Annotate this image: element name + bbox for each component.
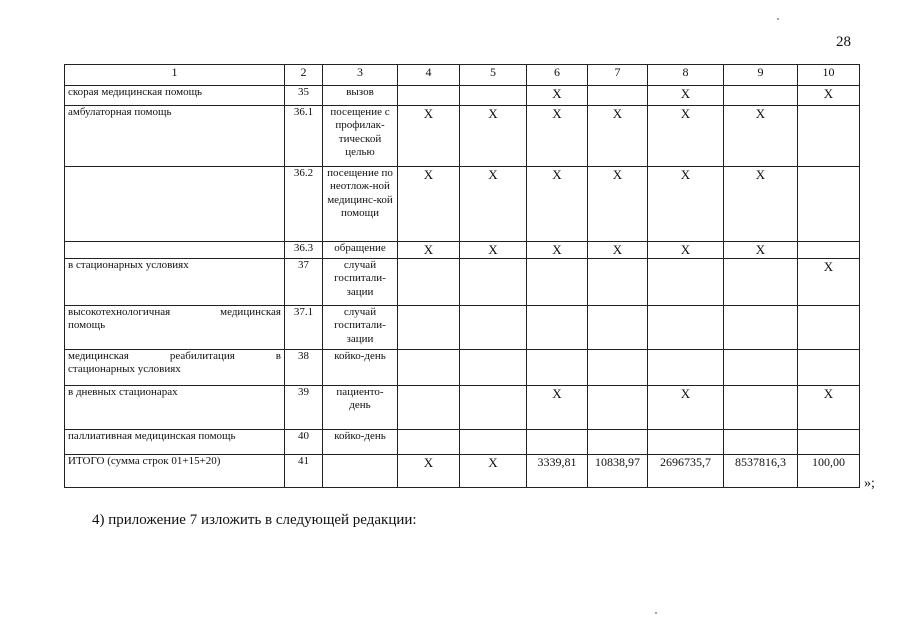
- cell-col8: [648, 306, 724, 350]
- row-code: 35: [285, 86, 323, 106]
- cell-col4: X: [398, 455, 460, 488]
- table-row: [65, 455, 860, 488]
- scan-speck: [655, 612, 657, 614]
- header-cell: 6: [527, 65, 588, 86]
- cell-col7: [588, 386, 648, 430]
- cell-col4: X: [398, 242, 460, 259]
- header-cell: 5: [460, 65, 527, 86]
- header-cell: 2: [285, 65, 323, 86]
- row-label-line: медицинская реабилитация в: [68, 350, 281, 362]
- cell-col8: [648, 350, 724, 386]
- row-unit: пациенто-день: [323, 386, 398, 430]
- row-label-line: высокотехнологичная медицинская: [68, 306, 281, 318]
- cell-col5: [460, 430, 527, 455]
- row-code: 37.1: [285, 306, 323, 350]
- row-label: [65, 242, 285, 259]
- cell-col6: 3339,81: [527, 455, 588, 488]
- cell-col8: X: [648, 86, 724, 106]
- table-row: [65, 430, 860, 455]
- row-unit: случай госпитали-зации: [323, 259, 398, 306]
- row-code: 37: [285, 259, 323, 306]
- cell-col4: [398, 306, 460, 350]
- cell-col8: [648, 259, 724, 306]
- row-code: 38: [285, 350, 323, 386]
- cell-col6: X: [527, 242, 588, 259]
- row-unit: обращение: [323, 242, 398, 259]
- header-cell: 1: [65, 65, 285, 86]
- row-label: паллиативная медицинская помощь: [65, 430, 285, 455]
- cell-col7: [588, 350, 648, 386]
- row-code: 40: [285, 430, 323, 455]
- cell-col6: [527, 259, 588, 306]
- cell-col7: [588, 86, 648, 106]
- row-code: 36.1: [285, 106, 323, 167]
- row-label: ИТОГО (сумма строк 01+15+20): [65, 455, 285, 488]
- cell-col6: X: [527, 106, 588, 167]
- cell-col10: X: [798, 259, 860, 306]
- table-row: [65, 86, 860, 106]
- row-code: 36.3: [285, 242, 323, 259]
- cell-col8: 2696735,7: [648, 455, 724, 488]
- cell-col4: [398, 350, 460, 386]
- table-row: [65, 242, 860, 259]
- cell-col6: X: [527, 86, 588, 106]
- cell-col7: X: [588, 106, 648, 167]
- header-cell: 4: [398, 65, 460, 86]
- row-label: [65, 350, 285, 386]
- cell-col9: [724, 259, 798, 306]
- amendment-note: 4) приложение 7 изложить в следующей редакции:: [92, 512, 417, 528]
- row-label: скорая медицинская помощь: [65, 86, 285, 106]
- cell-col10: X: [798, 386, 860, 430]
- row-unit: [323, 455, 398, 488]
- cell-col5: [460, 306, 527, 350]
- row-unit: койко-день: [323, 350, 398, 386]
- cell-col4: X: [398, 106, 460, 167]
- cell-col7: X: [588, 167, 648, 242]
- cell-col5: [460, 259, 527, 306]
- cell-col10: [798, 350, 860, 386]
- cell-col5: X: [460, 106, 527, 167]
- cell-col4: [398, 386, 460, 430]
- cell-col9: [724, 350, 798, 386]
- row-code: 39: [285, 386, 323, 430]
- table-row: [65, 167, 860, 242]
- cell-col10: [798, 167, 860, 242]
- cell-col8: X: [648, 386, 724, 430]
- cell-col6: [527, 306, 588, 350]
- row-unit: койко-день: [323, 430, 398, 455]
- cell-col4: [398, 259, 460, 306]
- cell-col5: X: [460, 455, 527, 488]
- cell-col9: X: [724, 106, 798, 167]
- row-label: в стационарных условиях: [65, 259, 285, 306]
- cell-col4: [398, 86, 460, 106]
- cell-col9: X: [724, 242, 798, 259]
- table-row: [65, 259, 860, 306]
- cell-col9: [724, 430, 798, 455]
- table-row: [65, 350, 860, 386]
- row-code: 36.2: [285, 167, 323, 242]
- cell-col8: [648, 430, 724, 455]
- header-cell: 3: [323, 65, 398, 86]
- row-unit: посещение с профилак-тической целью: [323, 106, 398, 167]
- cell-col4: [398, 430, 460, 455]
- cell-col6: X: [527, 386, 588, 430]
- cell-col7: [588, 430, 648, 455]
- page-number: 28: [836, 34, 851, 50]
- header-cell: 9: [724, 65, 798, 86]
- row-label: амбулаторная помощь: [65, 106, 285, 167]
- header-cell: 8: [648, 65, 724, 86]
- cell-col4: X: [398, 167, 460, 242]
- cell-col10: [798, 306, 860, 350]
- row-label: [65, 167, 285, 242]
- cell-col9: X: [724, 167, 798, 242]
- cell-col9: [724, 86, 798, 106]
- row-label: в дневных стационарах: [65, 386, 285, 430]
- cell-col7: 10838,97: [588, 455, 648, 488]
- cell-col8: X: [648, 106, 724, 167]
- row-label-line: помощь: [68, 319, 106, 332]
- table-header-row: [65, 65, 860, 86]
- closing-quote: »;: [864, 476, 875, 491]
- cell-col6: [527, 430, 588, 455]
- cell-col10: X: [798, 86, 860, 106]
- cell-col10: [798, 106, 860, 167]
- cell-col5: [460, 86, 527, 106]
- cell-col10: [798, 430, 860, 455]
- cell-col8: X: [648, 167, 724, 242]
- cell-col5: [460, 386, 527, 430]
- row-unit: случай госпитали-зации: [323, 306, 398, 350]
- cell-col7: [588, 259, 648, 306]
- cell-col6: [527, 350, 588, 386]
- row-unit: посещение по неотлож-ной медицинс-кой помощи: [323, 167, 398, 242]
- cell-col5: X: [460, 167, 527, 242]
- header-cell: 7: [588, 65, 648, 86]
- cell-col10: 100,00: [798, 455, 860, 488]
- cell-col9: [724, 306, 798, 350]
- data-table: [64, 64, 860, 488]
- row-label-line: стационарных условиях: [68, 363, 181, 376]
- cell-col10: [798, 242, 860, 259]
- scan-speck: [777, 18, 779, 20]
- cell-col7: X: [588, 242, 648, 259]
- cell-col8: X: [648, 242, 724, 259]
- header-cell: 10: [798, 65, 860, 86]
- table-row: [65, 306, 860, 350]
- cell-col5: [460, 350, 527, 386]
- row-code: 41: [285, 455, 323, 488]
- cell-col7: [588, 306, 648, 350]
- cell-col9: 8537816,3: [724, 455, 798, 488]
- table-row: [65, 106, 860, 167]
- cell-col5: X: [460, 242, 527, 259]
- cell-col6: X: [527, 167, 588, 242]
- row-unit: вызов: [323, 86, 398, 106]
- table-row: [65, 386, 860, 430]
- row-label: [65, 306, 285, 350]
- cell-col9: [724, 386, 798, 430]
